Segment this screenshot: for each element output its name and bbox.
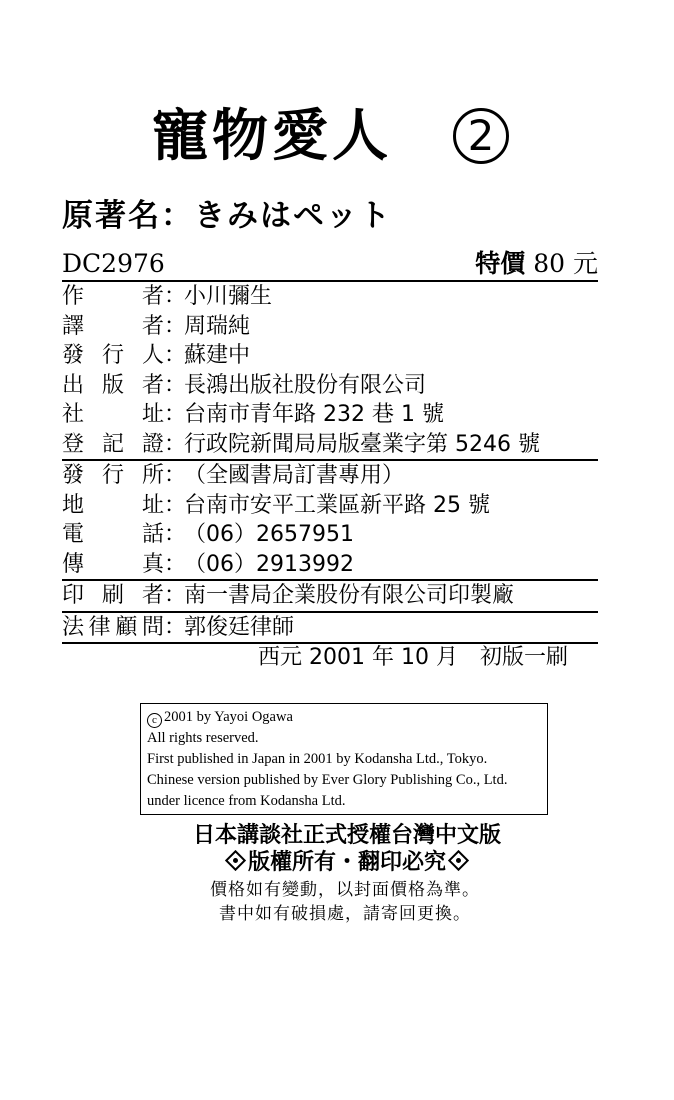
original-title: 原著名：きみはペット — [62, 198, 392, 234]
info-row — [62, 520, 598, 550]
publication-info — [62, 282, 598, 644]
edition-date: 西元 2001 年 10 月 初版一刷 — [258, 645, 568, 670]
info-colon: ： — [164, 522, 187, 547]
title-row — [0, 98, 674, 178]
info-label: 印刷者 — [62, 583, 164, 608]
info-label: 傳真 — [62, 551, 164, 577]
info-colon: ： — [164, 313, 187, 339]
info-row — [62, 550, 598, 582]
info-colon: ： — [164, 614, 187, 640]
diamond-icon — [448, 850, 469, 871]
info-value: （全國書局訂書專用） — [184, 463, 405, 488]
info-colon: ： — [164, 284, 187, 309]
copyright-line-3: First published in Japan in 2001 by Kodansha Ltd., Tokyo. — [147, 751, 488, 767]
copyright-icon: c — [147, 713, 162, 728]
info-value: 郭俊廷律師 — [184, 614, 295, 640]
info-row — [62, 613, 598, 645]
info-value: 小川彌生 — [184, 284, 273, 309]
diamond-icon — [225, 850, 246, 871]
info-row — [62, 430, 598, 462]
info-label: 登記證 — [62, 431, 164, 457]
info-value: （06）2913992 — [184, 551, 354, 577]
price-change-note: 價格如有變動，以封面價格為準。 — [210, 880, 480, 900]
info-value: 行政院新聞局局版臺業字第 5246 號 — [184, 431, 540, 457]
copyright-line-1: c 2001 by Yayoi Ogawa — [147, 707, 541, 728]
info-colon: ： — [164, 583, 187, 608]
price-value: 80 元 — [533, 249, 598, 278]
info-value: 蘇建中 — [184, 343, 251, 368]
info-label: 地址 — [62, 492, 164, 518]
info-label: 發行所 — [62, 463, 164, 488]
info-row — [62, 312, 598, 342]
info-colon: ： — [164, 492, 187, 518]
copyright-box — [140, 703, 548, 815]
authorization-statement: 日本講談社正式授權台灣中文版 — [192, 823, 501, 848]
rights-text: 版權所有・翻印必究 — [247, 850, 446, 875]
info-value: 南一書局企業股份有限公司印製廠 — [184, 583, 515, 608]
price-label: 特價 — [475, 249, 526, 278]
copyright-line-4: Chinese version published by Ever Glory Publishing Co., Ltd. — [147, 772, 508, 788]
info-colon: ： — [164, 402, 187, 427]
info-label: 法律顧問 — [62, 614, 164, 640]
info-row — [62, 491, 598, 521]
book-title: 寵物愛人 — [152, 103, 392, 169]
price — [475, 248, 598, 280]
info-label: 發行人 — [62, 343, 164, 368]
info-row — [62, 282, 598, 312]
info-label: 作者 — [62, 284, 164, 309]
info-row — [62, 341, 598, 371]
info-colon: ： — [164, 343, 187, 368]
damage-return-note: 書中如有破損處，請寄回更換。 — [219, 904, 471, 924]
info-value: （06）2657951 — [184, 522, 354, 547]
info-label: 電話 — [62, 522, 164, 547]
info-row — [62, 581, 598, 613]
info-value: 台南市青年路 232 巷 1 號 — [184, 402, 444, 427]
volume-number-badge: 2 — [453, 108, 509, 164]
info-value: 周瑞純 — [184, 313, 251, 339]
info-value: 台南市安平工業區新平路 25 號 — [184, 492, 490, 518]
info-row — [62, 400, 598, 430]
info-colon: ： — [164, 463, 187, 488]
info-label: 出版者 — [62, 372, 164, 398]
info-colon: ： — [164, 372, 187, 398]
info-row — [62, 371, 598, 401]
code-price-row — [62, 248, 598, 282]
info-value: 長鴻出版社股份有限公司 — [184, 372, 427, 398]
info-colon: ： — [164, 551, 187, 577]
info-colon: ： — [164, 431, 187, 457]
product-code: DC2976 — [62, 249, 165, 278]
info-row — [62, 461, 598, 491]
copyright-line-2: All rights reserved. — [147, 730, 259, 746]
info-label: 譯者 — [62, 313, 164, 339]
info-label: 社址 — [62, 402, 164, 427]
rights-statement — [10, 849, 674, 877]
copyright-line-5: under licence from Kodansha Ltd. — [147, 793, 346, 809]
